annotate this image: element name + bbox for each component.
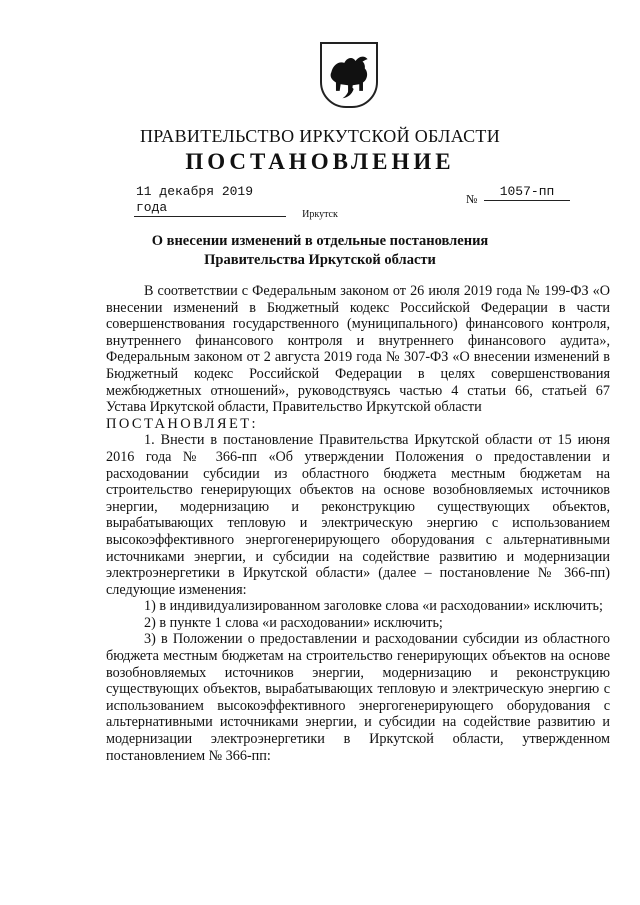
city: Иркутск (302, 209, 338, 220)
preamble-paragraph: В соответствии с Федеральным законом от 26 июля 2019 года № 199-ФЗ «О внесении изменений в Бюджетный кодекс Российской Федерации в части совершенствования государственного (муниципального) финансового контроля, внутреннего финансового контроля и внутреннего финансового аудита», Федеральным законом от 2 августа 2019 года № 307-ФЗ «О внесении изменений в Бюджетный кодекс Российской Федерации в целях совершенствования межбюджетных отношений», руководствуясь частью 4 статьи 66, статьей 67 Устава Иркутской области, Правительство Иркутской области (106, 283, 610, 416)
coat-of-arms-icon (320, 42, 378, 108)
document-body (106, 283, 610, 764)
number-sign: № (466, 192, 478, 206)
document-title: О внесении изменений в отдельные постановления Правительства Иркутской области (151, 233, 489, 268)
document-type: ПОСТАНОВЛЕНИЕ (185, 149, 455, 174)
subitem-3-paragraph: 3) в Положении о предоставлении и расходовании субсидии из областного бюджета местным бюджетам на строительство генерирующих объектов на основе возобновляемых источников энергии, модернизацию и реконструкцию существующих объектов, вырабатывающих тепловую и электрическую энергию с использованием высокоэффективного энергогенерирующего оборудования с альтернативными источниками энергии, и субсидии на содействие развитию и модернизации электроэнергетики в Иркутской области, утвержденном постановлением № 366-пп: (106, 631, 610, 764)
subitem-1-paragraph: 1) в индивидуализированном заголовке слова «и расходовании» исключить; (144, 598, 603, 615)
document-number: 1057-пп (484, 184, 570, 201)
government-name: ПРАВИТЕЛЬСТВО ИРКУТСКОЙ ОБЛАСТИ (139, 126, 501, 146)
document-date: 11 декабря 2019 года (134, 184, 286, 217)
decree-word: ПОСТАНОВЛЯЕТ: (106, 415, 258, 432)
item-1-paragraph: 1. Внести в постановление Правительства Иркутской области от 15 июня 2016 года № 366-пп «Об утверждении Положения о предоставлении и расходовании субсидии из областного бюджета местным бюджетам на строительство генерирующих объектов на основе возобновляемых источников энергии, модернизацию и реконструкцию существующих объектов, вырабатывающих тепловую и электрическую энергию с использованием высокоэффективного энергогенерирующего оборудования с альтернативными источниками энергии, и субсидии на содействие развитию и модернизации электроэнергетики в Иркутской области» (далее – постановление № 366-пп) следующие изменения: (106, 432, 610, 598)
subitem-2-paragraph: 2) в пункте 1 слова «и расходовании» исключить; (144, 614, 443, 631)
